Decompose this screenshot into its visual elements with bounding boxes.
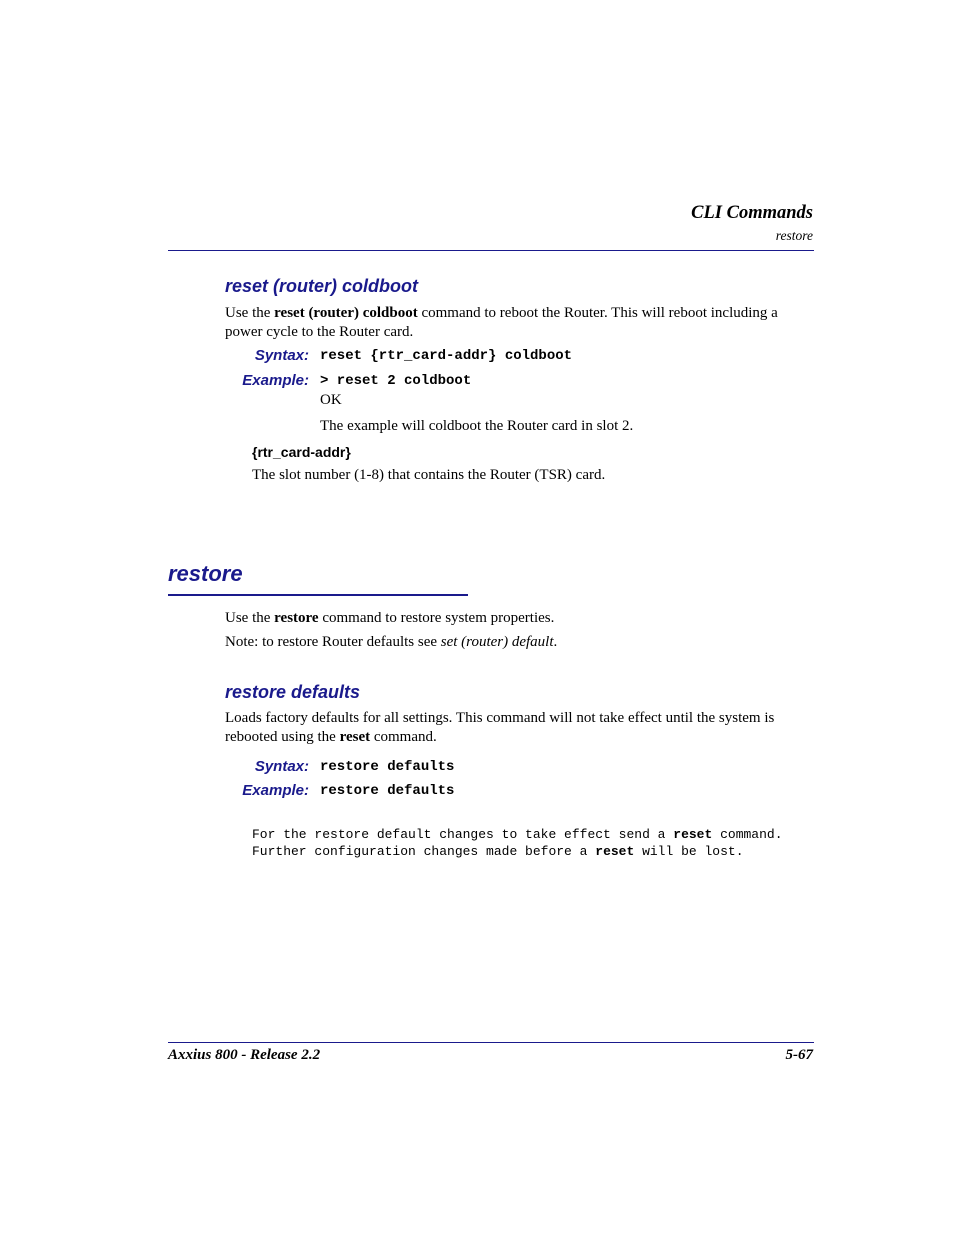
coldboot-desc-pre: Use the [225, 305, 275, 321]
coldboot-example-note: The example will coldboot the Router card in slot 2. [320, 418, 634, 434]
defaults-desc-line1: Loads factory defaults for all settings. This command will not take effect until the system is [225, 710, 775, 726]
footer-rule [168, 1042, 814, 1043]
defaults-desc-line2-pre: rebooted using the [225, 729, 340, 745]
coldboot-syntax-label: Syntax: [254, 347, 309, 364]
header-rule [168, 250, 814, 251]
defaults-example-output [252, 826, 783, 860]
param-rtr-card-addr: {rtr_card-addr} [252, 444, 351, 460]
page-number: 5-67 [785, 1047, 813, 1063]
restore-heading-rule [168, 594, 468, 596]
restore-note-post: . [553, 634, 558, 650]
footer-title: Axxius 800 - Release 2.2 [168, 1047, 321, 1063]
restore-desc-post: command to restore system properties. [318, 610, 555, 626]
defaults-syntax: restore defaults [320, 759, 455, 775]
restore-desc-bold: restore [274, 610, 319, 626]
restore-defaults-heading: restore defaults [225, 682, 361, 702]
out1-post: command. [712, 827, 783, 842]
coldboot-syntax: reset {rtr_card-addr} coldboot [320, 348, 573, 364]
coldboot-example: > reset 2 coldboot [320, 373, 472, 389]
restore-note-italic: set (router) default [440, 634, 554, 650]
running-header-chapter: CLI Commands [691, 203, 813, 223]
coldboot-example-output: OK [320, 392, 342, 408]
out1-bold: reset [673, 827, 713, 842]
restore-note [225, 633, 557, 652]
defaults-syntax-label: Syntax: [254, 758, 309, 775]
coldboot-heading: reset (router) coldboot [225, 276, 419, 296]
defaults-example-label: Example: [242, 782, 309, 799]
defaults-example: restore defaults [320, 783, 455, 799]
restore-heading: restore [168, 561, 243, 586]
out2-pre: Further configuration changes made before a [252, 844, 596, 859]
restore-description [225, 609, 554, 628]
defaults-desc-line2-post: command. [370, 729, 437, 745]
param-rtr-card-addr-desc: The slot number (1-8) that contains the Router (TSR) card. [252, 467, 606, 483]
coldboot-desc-bold: reset (router) coldboot [274, 305, 418, 321]
out2-bold: reset [595, 844, 635, 859]
coldboot-description [225, 304, 815, 342]
out2-post: will be lost. [634, 844, 744, 859]
restore-desc-pre: Use the [225, 610, 275, 626]
coldboot-example-label: Example: [242, 372, 309, 389]
out1-pre: For the restore default changes to take effect send a [252, 827, 674, 842]
coldboot-desc-post: command to reboot the Router. This will reboot including a [417, 305, 778, 321]
restore-note-pre: Note: to restore Router defaults see [225, 634, 441, 650]
coldboot-desc-line2: power cycle to the Router card. [225, 324, 414, 340]
restore-defaults-description [225, 709, 815, 747]
defaults-desc-line2-bold: reset [339, 729, 371, 745]
running-header-section: restore [775, 228, 813, 243]
